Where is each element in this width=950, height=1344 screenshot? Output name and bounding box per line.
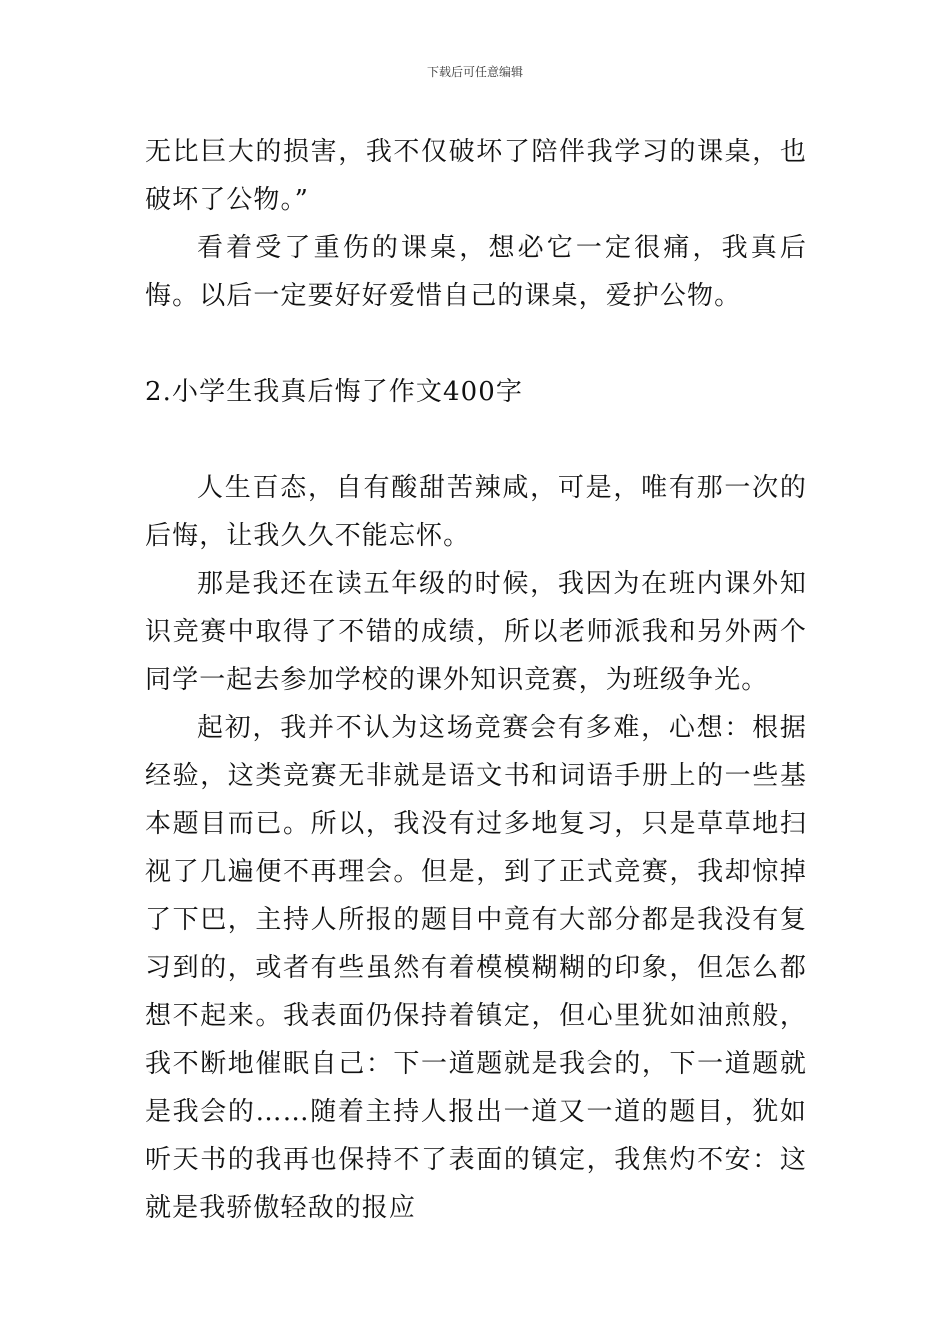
spacer bbox=[145, 320, 807, 368]
paragraph-competition: 起初，我并不认为这场竞赛会有多难，心想：根据经验，这类竞赛无非就是语文书和词语手册上的一些基本题目而已。所以，我没有过多地复习，只是草草地扫视了几遍便不再理会。但是，到了正式竞赛，我却惊掉了下巴，主持人所报的题目中竟有大部分都是我没有复习到的，或者有些虽然有着模模糊糊的印象，但怎么都想不起来。我表面仍保持着镇定，但心里犹如油煎般，我不断地催眠自己：下一道题就是我会的，下一道题就是我会的……随着主持人报出一道又一道的题目，犹如听天书的我再也保持不了表面的镇定，我焦灼不安：这就是我骄傲轻敌的报应 bbox=[145, 713, 807, 1223]
section-heading: 2.小学生我真后悔了作文400字 bbox=[145, 377, 524, 407]
spacer bbox=[145, 416, 807, 464]
paragraph-background: 那是我还在读五年级的时候，我因为在班内课外知识竞赛中取得了不错的成绩，所以老师派我和另外两个同学一起去参加学校的课外知识竞赛，为班级争光。 bbox=[145, 569, 807, 695]
paragraph-regret: 看着受了重伤的课桌，想必它一定很痛，我真后悔。以后一定要好好爱惜自己的课桌，爱护公物。 bbox=[145, 233, 807, 311]
document-body bbox=[145, 128, 807, 1232]
page-header: 下载后可任意编辑 bbox=[426, 65, 523, 79]
paragraph-continued: 无比巨大的损害，我不仅破坏了陪伴我学习的课桌，也破坏了公物。” bbox=[145, 137, 807, 215]
paragraph-intro: 人生百态，自有酸甜苦辣咸，可是，唯有那一次的后悔，让我久久不能忘怀。 bbox=[145, 473, 807, 551]
